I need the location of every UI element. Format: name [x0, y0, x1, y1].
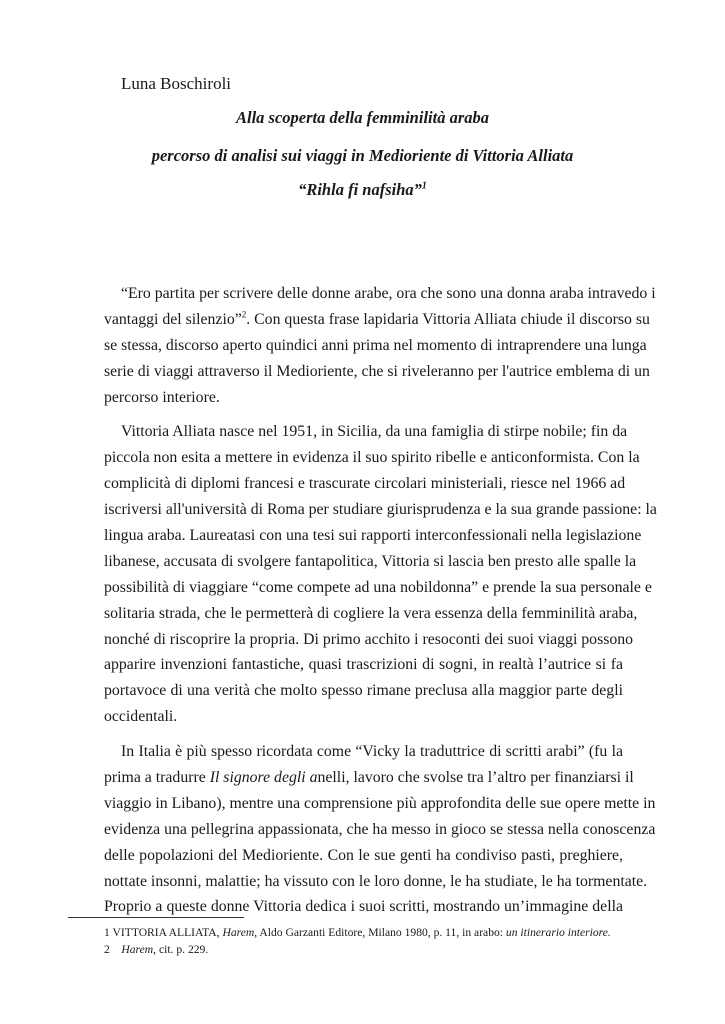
p3-line: delle popolazioni del Medioriente. Con le sue genti ha condiviso pasti, preghiere, [104, 846, 623, 864]
p1-line: percorso interiore. [104, 388, 220, 406]
p2-line: occidentali. [104, 708, 178, 726]
book-title: Il signore degli a [209, 769, 318, 787]
p2-line: apparire invenzioni fantastiche, quasi trascrizioni di sogni, in realtà l’autrice si fa [104, 656, 623, 674]
p1-line: se stessa, discorso aperto quindici anni prima nel momento di intraprendere una lunga [104, 336, 647, 354]
p3-line: evidenza una pellegrina appassionata, che ha messo in gioco se stessa nella conoscenza [104, 820, 656, 838]
title-line-3 [0, 180, 725, 200]
p2-line: Vittoria Alliata nasce nel 1951, in Sicilia, da una famiglia di stirpe nobile; fin da [121, 423, 628, 441]
paragraph-1 [104, 281, 656, 410]
footnote-separator [68, 917, 244, 918]
p1-line: serie di viaggi attraverso il Medioriente, che si riveleranno per l'autrice emblema di un [104, 362, 650, 380]
body-text [104, 281, 657, 929]
footnote-ref-1: 1 [421, 180, 427, 192]
title-quote: “Rihla fi nafsiha” [298, 180, 422, 199]
p3-line: viaggio in Libano), mentre una comprensione più approfondita delle sue opere mette in [104, 794, 656, 812]
p1-line: “Ero partita per scrivere delle donne arabe, ora che sono una donna araba intravedo i [121, 285, 656, 302]
p2-line: libanese, accusata di svolgere fantapolitica, Vittoria si lascia ben presto alle spalle la [104, 552, 637, 570]
p2-line: possibilità di viaggiare “come compete ad una nobildonna” e prende la sua personale e [104, 578, 652, 596]
paragraph-3 [104, 739, 656, 920]
author-name: Luna Boschiroli [121, 74, 232, 93]
title-line-2: percorso di analisi sui viaggi in Medioriente di Vittoria Alliata [151, 146, 574, 165]
p3-line: Proprio a queste donne Vittoria dedica i suoi scritti, mostrando un’immagine della [104, 898, 623, 916]
p2-line: complicità di diplomi francesi e trascurate circolari ministeriali, riesce nel 1966 ad [104, 475, 626, 493]
title-line-1: Alla scoperta della femminilità araba [236, 108, 489, 127]
p2-line: iscriversi all'università di Roma per studiare giurisprudenza e la sua grande passione: la [104, 501, 657, 519]
footnote-2: 2 Harem, cit. p. 229. [104, 943, 209, 956]
footnote-1: 1 VITTORIA ALLIATA, Harem, Aldo Garzanti Editore, Milano 1980, p. 11, in arabo: un itinerario interiore. [104, 926, 611, 939]
p2-line: piccola non esita a mettere in evidenza il suo spirito ribelle e anticonformista. Con la [104, 449, 640, 467]
p3-line: nottate insonni, malattie; ha vissuto con le loro donne, le ha studiate, le ha tormentate. [104, 872, 648, 890]
p1-line: vantaggi del silenzio”$^2$. Con questa frase lapidaria Vittoria Alliata chiude il discorso su [104, 309, 650, 328]
p3-line: prima a tradurre Il signore degli anelli, lavoro che svolse tra l’altro per finanziarsi il [104, 769, 634, 787]
p2-line: nonché di riscoprire la propria. Di primo acchito i resoconti dei suoi viaggi possono [104, 630, 634, 648]
footnote-ref-2: 2 [241, 309, 247, 320]
p2-line: lingua araba. Laureatasi con una tesi sui rapporti interconfessionali nella legislazione [104, 527, 642, 545]
p3-line: In Italia è più spesso ricordata come “Vicky la traduttrice di scritti arabi” (fu la [121, 743, 623, 761]
footnotes [104, 924, 664, 958]
paragraph-2 [104, 419, 657, 730]
p2-line: solitaria strada, che le permetterà di cogliere la vera essenza della femminilità araba, [104, 604, 638, 622]
p2-line: portavoce di una verità che molto spesso rimane preclusa alla maggior parte degli [104, 682, 623, 700]
